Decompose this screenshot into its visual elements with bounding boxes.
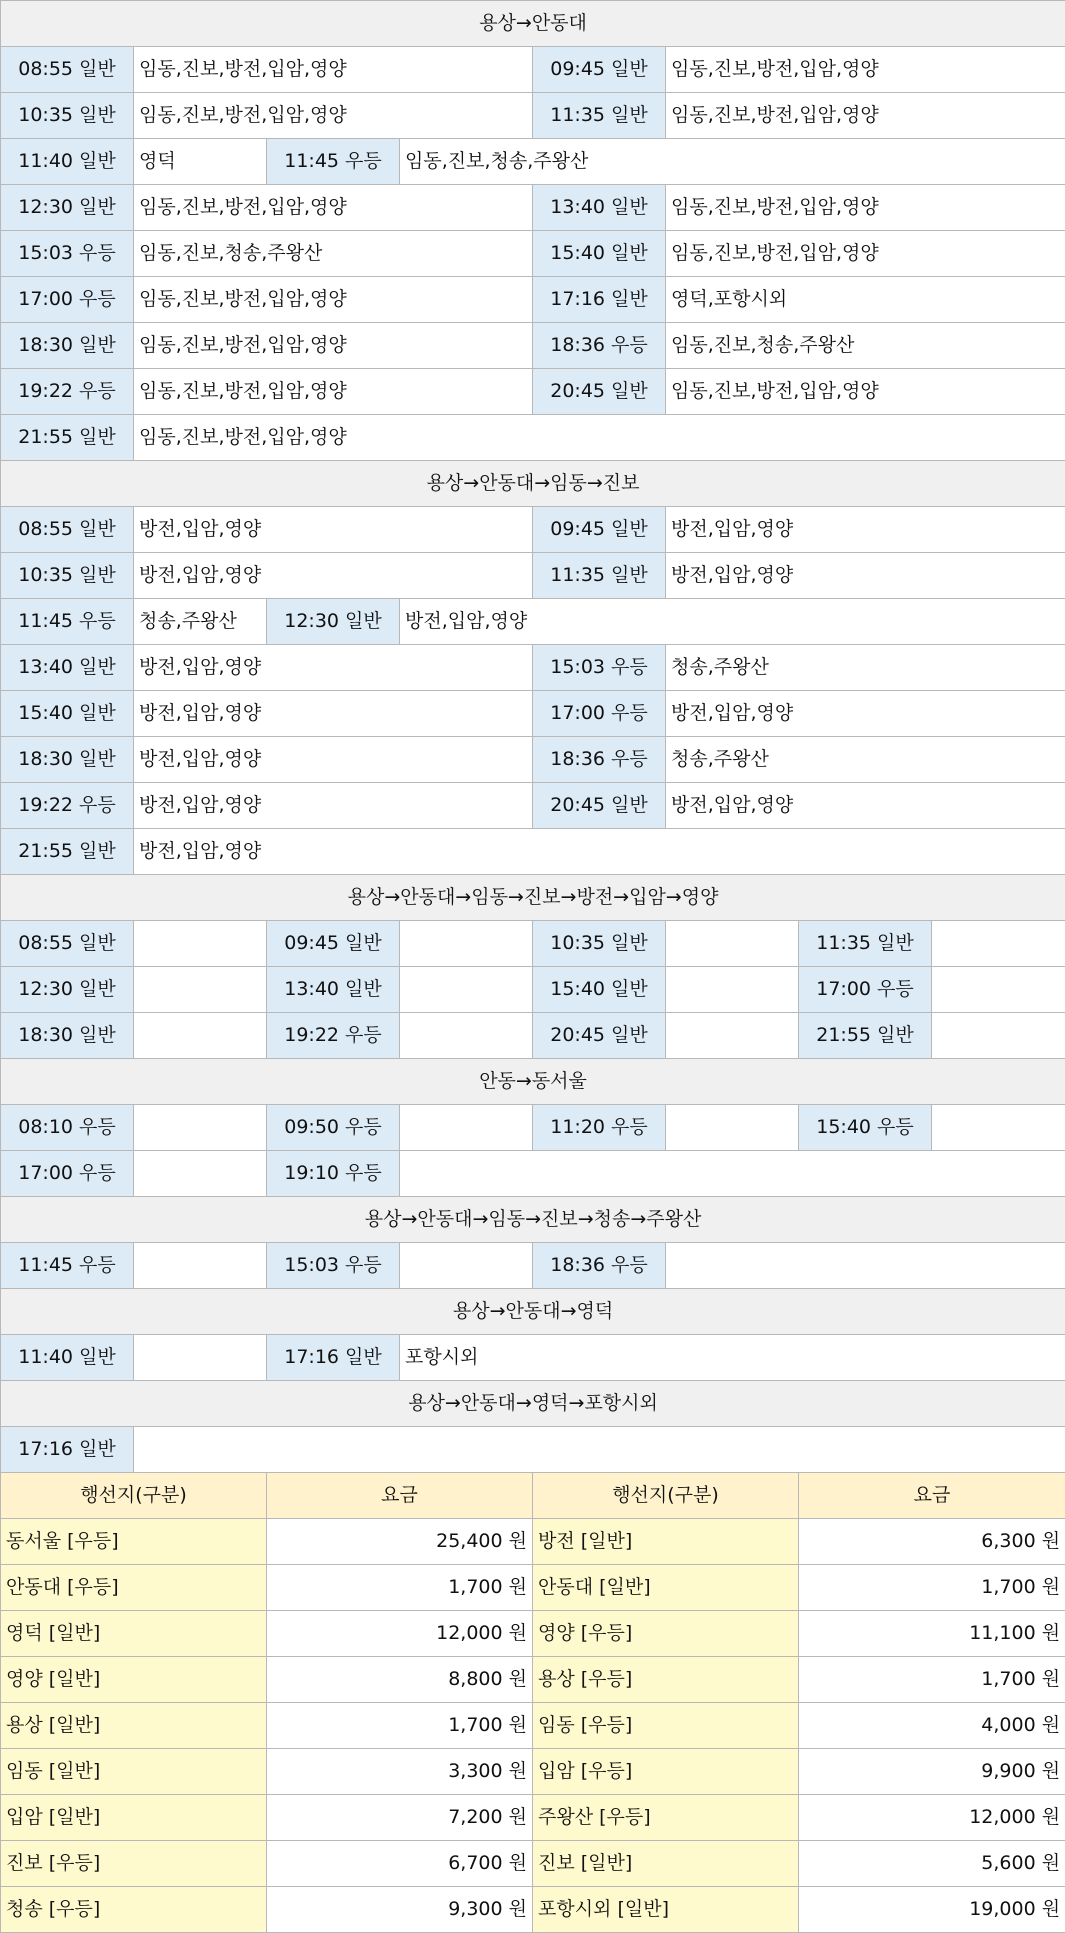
fare-row bbox=[1, 1749, 1065, 1795]
fare-price: 6,700 원 bbox=[267, 1841, 533, 1887]
destinations: 방전,입암,영양 bbox=[134, 691, 533, 737]
fare-price: 8,800 원 bbox=[267, 1657, 533, 1703]
fare-destination: 용상 [우등] bbox=[533, 1657, 799, 1703]
schedule-row bbox=[1, 47, 1065, 93]
schedule-row bbox=[1, 691, 1065, 737]
schedule-row bbox=[1, 1105, 1065, 1151]
schedule-row bbox=[1, 415, 1065, 461]
departure-time: 08:55 일반 bbox=[1, 47, 134, 93]
fare-price: 12,000 원 bbox=[267, 1611, 533, 1657]
fare-destination: 주왕산 [우등] bbox=[533, 1795, 799, 1841]
route-header-row bbox=[1, 1289, 1065, 1335]
departure-time: 21:55 일반 bbox=[1, 415, 134, 461]
fare-row bbox=[1, 1795, 1065, 1841]
destinations: 임동,진보,방전,입암,영양 bbox=[134, 415, 1065, 461]
schedule-row bbox=[1, 139, 1065, 185]
destinations: 방전,입암,영양 bbox=[400, 599, 1065, 645]
schedule-row bbox=[1, 231, 1065, 277]
schedule-row bbox=[1, 553, 1065, 599]
departure-time: 11:40 일반 bbox=[1, 1335, 134, 1381]
departure-time: 20:45 일반 bbox=[533, 369, 666, 415]
departure-time: 17:00 우등 bbox=[1, 277, 134, 323]
schedule-row bbox=[1, 829, 1065, 875]
destinations bbox=[400, 1151, 1065, 1197]
departure-time: 09:50 우등 bbox=[267, 1105, 400, 1151]
route-title: 용상→안동대→임동→진보→방전→입암→영양 bbox=[1, 875, 1065, 921]
destinations: 임동,진보,방전,입암,영양 bbox=[134, 277, 533, 323]
destinations: 임동,진보,방전,입암,영양 bbox=[134, 323, 533, 369]
fare-price: 1,700 원 bbox=[799, 1565, 1065, 1611]
fare-destination: 용상 [일반] bbox=[1, 1703, 267, 1749]
departure-time: 17:16 일반 bbox=[533, 277, 666, 323]
fare-row bbox=[1, 1611, 1065, 1657]
fare-destination: 동서울 [우등] bbox=[1, 1519, 267, 1565]
destinations: 영덕 bbox=[134, 139, 267, 185]
destinations: 임동,진보,방전,입암,영양 bbox=[134, 369, 533, 415]
fare-row bbox=[1, 1657, 1065, 1703]
destinations: 청송,주왕산 bbox=[134, 599, 267, 645]
destinations: 임동,진보,청송,주왕산 bbox=[666, 323, 1065, 369]
schedule-row bbox=[1, 599, 1065, 645]
departure-time: 12:30 일반 bbox=[1, 967, 134, 1013]
destinations bbox=[666, 1105, 799, 1151]
fare-row bbox=[1, 1519, 1065, 1565]
fare-header-destination: 행선지(구분) bbox=[1, 1473, 267, 1519]
destinations bbox=[134, 921, 267, 967]
departure-time: 08:10 우등 bbox=[1, 1105, 134, 1151]
destinations bbox=[134, 1151, 267, 1197]
route-header-row bbox=[1, 1381, 1065, 1427]
destinations bbox=[932, 1105, 1065, 1151]
fare-price: 3,300 원 bbox=[267, 1749, 533, 1795]
fare-header-destination: 행선지(구분) bbox=[533, 1473, 799, 1519]
destinations: 청송,주왕산 bbox=[666, 645, 1065, 691]
schedule-row bbox=[1, 507, 1065, 553]
departure-time: 11:45 우등 bbox=[1, 1243, 134, 1289]
route-header-row bbox=[1, 1059, 1065, 1105]
fare-price: 1,700 원 bbox=[799, 1657, 1065, 1703]
destinations: 임동,진보,방전,입암,영양 bbox=[666, 231, 1065, 277]
fare-destination: 영양 [우등] bbox=[533, 1611, 799, 1657]
fare-price: 6,300 원 bbox=[799, 1519, 1065, 1565]
route-header-row bbox=[1, 1, 1065, 47]
departure-time: 21:55 일반 bbox=[799, 1013, 932, 1059]
departure-time: 11:35 일반 bbox=[533, 93, 666, 139]
destinations: 임동,진보,방전,입암,영양 bbox=[666, 47, 1065, 93]
fare-row bbox=[1, 1565, 1065, 1611]
departure-time: 09:45 일반 bbox=[533, 47, 666, 93]
fare-table bbox=[1, 1473, 1065, 1933]
destinations bbox=[400, 967, 533, 1013]
route-header-row bbox=[1, 1197, 1065, 1243]
fare-destination: 청송 [우등] bbox=[1, 1887, 267, 1933]
route-header-row bbox=[1, 875, 1065, 921]
destinations: 방전,입암,영양 bbox=[134, 783, 533, 829]
fare-destination: 포항시외 [일반] bbox=[533, 1887, 799, 1933]
departure-time: 15:40 일반 bbox=[533, 967, 666, 1013]
departure-time: 21:55 일반 bbox=[1, 829, 134, 875]
fare-price: 1,700 원 bbox=[267, 1703, 533, 1749]
destinations bbox=[932, 1013, 1065, 1059]
destinations: 임동,진보,방전,입암,영양 bbox=[666, 369, 1065, 415]
fare-destination: 영덕 [일반] bbox=[1, 1611, 267, 1657]
fare-header-price: 요금 bbox=[799, 1473, 1065, 1519]
departure-time: 15:03 우등 bbox=[533, 645, 666, 691]
destinations bbox=[134, 1105, 267, 1151]
destinations: 방전,입암,영양 bbox=[134, 553, 533, 599]
destinations bbox=[134, 1335, 267, 1381]
fare-price: 11,100 원 bbox=[799, 1611, 1065, 1657]
fare-destination: 안동대 [일반] bbox=[533, 1565, 799, 1611]
fare-header-price: 요금 bbox=[267, 1473, 533, 1519]
fare-price: 1,700 원 bbox=[267, 1565, 533, 1611]
destinations: 방전,입암,영양 bbox=[666, 507, 1065, 553]
route-title: 용상→안동대→영덕→포항시외 bbox=[1, 1381, 1065, 1427]
schedule-row bbox=[1, 1427, 1065, 1473]
departure-time: 20:45 일반 bbox=[533, 783, 666, 829]
fare-destination: 입암 [일반] bbox=[1, 1795, 267, 1841]
fare-destination: 입암 [우등] bbox=[533, 1749, 799, 1795]
schedule-row bbox=[1, 1335, 1065, 1381]
schedule-row bbox=[1, 737, 1065, 783]
destinations: 방전,입암,영양 bbox=[134, 645, 533, 691]
fare-price: 9,300 원 bbox=[267, 1887, 533, 1933]
fare-destination: 임동 [우등] bbox=[533, 1703, 799, 1749]
departure-time: 17:00 우등 bbox=[1, 1151, 134, 1197]
destinations bbox=[932, 967, 1065, 1013]
departure-time: 15:03 우등 bbox=[1, 231, 134, 277]
route-title: 용상→안동대→영덕 bbox=[1, 1289, 1065, 1335]
departure-time: 09:45 일반 bbox=[533, 507, 666, 553]
fare-destination: 진보 [일반] bbox=[533, 1841, 799, 1887]
departure-time: 11:45 우등 bbox=[1, 599, 134, 645]
destinations: 방전,입암,영양 bbox=[666, 553, 1065, 599]
departure-time: 18:36 우등 bbox=[533, 737, 666, 783]
fare-price: 25,400 원 bbox=[267, 1519, 533, 1565]
destinations bbox=[932, 921, 1065, 967]
route-title: 안동→동서울 bbox=[1, 1059, 1065, 1105]
destinations bbox=[666, 1013, 799, 1059]
fare-price: 5,600 원 bbox=[799, 1841, 1065, 1887]
departure-time: 11:20 우등 bbox=[533, 1105, 666, 1151]
departure-time: 19:22 우등 bbox=[1, 369, 134, 415]
departure-time: 18:30 일반 bbox=[1, 737, 134, 783]
fare-price: 4,000 원 bbox=[799, 1703, 1065, 1749]
departure-time: 11:40 일반 bbox=[1, 139, 134, 185]
departure-time: 19:22 우등 bbox=[267, 1013, 400, 1059]
departure-time: 10:35 일반 bbox=[1, 93, 134, 139]
destinations bbox=[400, 1013, 533, 1059]
route-title: 용상→안동대 bbox=[1, 1, 1065, 47]
departure-time: 11:45 우등 bbox=[267, 139, 400, 185]
schedule-row bbox=[1, 277, 1065, 323]
departure-time: 18:36 우등 bbox=[533, 323, 666, 369]
schedule-row bbox=[1, 185, 1065, 231]
schedule-row bbox=[1, 1243, 1065, 1289]
route-title: 용상→안동대→임동→진보 bbox=[1, 461, 1065, 507]
destinations bbox=[666, 1243, 1065, 1289]
destinations: 포항시외 bbox=[400, 1335, 1065, 1381]
fare-price: 9,900 원 bbox=[799, 1749, 1065, 1795]
destinations: 방전,입암,영양 bbox=[134, 737, 533, 783]
departure-time: 11:35 일반 bbox=[533, 553, 666, 599]
departure-time: 12:30 일반 bbox=[1, 185, 134, 231]
departure-time: 09:45 일반 bbox=[267, 921, 400, 967]
schedule-row bbox=[1, 645, 1065, 691]
fare-header-row bbox=[1, 1473, 1065, 1519]
departure-time: 10:35 일반 bbox=[533, 921, 666, 967]
destinations: 임동,진보,방전,입암,영양 bbox=[134, 47, 533, 93]
departure-time: 13:40 일반 bbox=[533, 185, 666, 231]
destinations bbox=[400, 921, 533, 967]
fare-row bbox=[1, 1887, 1065, 1933]
departure-time: 12:30 일반 bbox=[267, 599, 400, 645]
departure-time: 18:30 일반 bbox=[1, 1013, 134, 1059]
fare-destination: 진보 [우등] bbox=[1, 1841, 267, 1887]
schedule-row bbox=[1, 93, 1065, 139]
destinations bbox=[134, 1013, 267, 1059]
destinations bbox=[666, 921, 799, 967]
schedule-row bbox=[1, 1151, 1065, 1197]
fare-destination: 영양 [일반] bbox=[1, 1657, 267, 1703]
destinations: 방전,입암,영양 bbox=[666, 783, 1065, 829]
fare-row bbox=[1, 1841, 1065, 1887]
departure-time: 13:40 일반 bbox=[1, 645, 134, 691]
destinations: 방전,입암,영양 bbox=[666, 691, 1065, 737]
destinations bbox=[400, 1105, 533, 1151]
destinations: 임동,진보,청송,주왕산 bbox=[400, 139, 1065, 185]
departure-time: 17:16 일반 bbox=[267, 1335, 400, 1381]
fare-row bbox=[1, 1703, 1065, 1749]
fare-price: 7,200 원 bbox=[267, 1795, 533, 1841]
schedule-row bbox=[1, 369, 1065, 415]
fare-destination: 방전 [일반] bbox=[533, 1519, 799, 1565]
destinations: 임동,진보,방전,입암,영양 bbox=[666, 93, 1065, 139]
schedule-row bbox=[1, 921, 1065, 967]
destinations: 청송,주왕산 bbox=[666, 737, 1065, 783]
destinations: 임동,진보,방전,입암,영양 bbox=[134, 93, 533, 139]
departure-time: 18:30 일반 bbox=[1, 323, 134, 369]
destinations: 방전,입암,영양 bbox=[134, 829, 1065, 875]
departure-time: 08:55 일반 bbox=[1, 921, 134, 967]
departure-time: 17:00 우등 bbox=[533, 691, 666, 737]
destinations: 임동,진보,청송,주왕산 bbox=[134, 231, 533, 277]
departure-time: 20:45 일반 bbox=[533, 1013, 666, 1059]
destinations: 임동,진보,방전,입암,영양 bbox=[666, 185, 1065, 231]
schedule-row bbox=[1, 323, 1065, 369]
destinations bbox=[134, 967, 267, 1013]
fare-price: 19,000 원 bbox=[799, 1887, 1065, 1933]
destinations: 영덕,포항시외 bbox=[666, 277, 1065, 323]
route-title: 용상→안동대→임동→진보→청송→주왕산 bbox=[1, 1197, 1065, 1243]
fare-destination: 안동대 [우등] bbox=[1, 1565, 267, 1611]
destinations bbox=[134, 1243, 267, 1289]
destinations: 방전,입암,영양 bbox=[134, 507, 533, 553]
departure-time: 17:16 일반 bbox=[1, 1427, 134, 1473]
departure-time: 15:40 우등 bbox=[799, 1105, 932, 1151]
schedule-row bbox=[1, 967, 1065, 1013]
route-header-row bbox=[1, 461, 1065, 507]
departure-time: 15:03 우등 bbox=[267, 1243, 400, 1289]
destinations bbox=[134, 1427, 1065, 1473]
schedule-row bbox=[1, 783, 1065, 829]
schedule-row bbox=[1, 1013, 1065, 1059]
departure-time: 17:00 우등 bbox=[799, 967, 932, 1013]
departure-time: 15:40 일반 bbox=[1, 691, 134, 737]
destinations: 임동,진보,방전,입암,영양 bbox=[134, 185, 533, 231]
departure-time: 19:22 우등 bbox=[1, 783, 134, 829]
departure-time: 18:36 우등 bbox=[533, 1243, 666, 1289]
fare-price: 12,000 원 bbox=[799, 1795, 1065, 1841]
departure-time: 15:40 일반 bbox=[533, 231, 666, 277]
departure-time: 13:40 일반 bbox=[267, 967, 400, 1013]
departure-time: 11:35 일반 bbox=[799, 921, 932, 967]
departure-time: 10:35 일반 bbox=[1, 553, 134, 599]
fare-destination: 임동 [일반] bbox=[1, 1749, 267, 1795]
schedule-body bbox=[1, 1, 1065, 1473]
destinations bbox=[666, 967, 799, 1013]
destinations bbox=[400, 1243, 533, 1289]
departure-time: 08:55 일반 bbox=[1, 507, 134, 553]
departure-time: 19:10 우등 bbox=[267, 1151, 400, 1197]
